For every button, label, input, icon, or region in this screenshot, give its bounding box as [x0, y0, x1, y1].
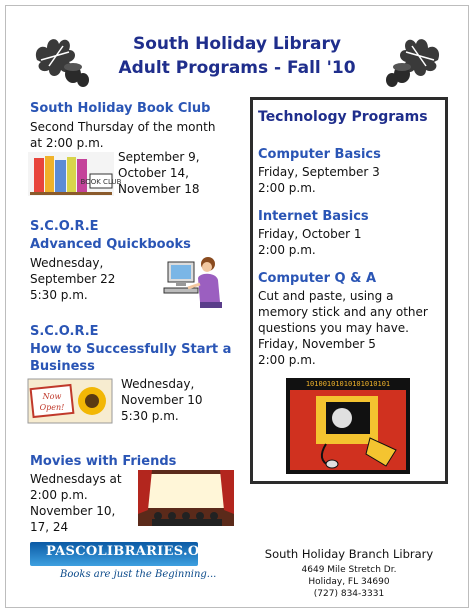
book-club-title: South Holiday Book Club — [30, 101, 211, 116]
page-subtitle: Adult Programs - Fall '10 — [118, 58, 356, 78]
branch-city: Holiday, FL 34690 — [308, 577, 390, 587]
score-quickbooks-schedule: Wednesday, September 22 5:30 p.m. — [30, 256, 116, 302]
page-title: South Holiday Library — [132, 34, 341, 54]
score-business-schedule: Wednesday, November 10 5:30 p.m. — [121, 377, 203, 423]
technology-heading: Technology Programs — [258, 109, 428, 125]
branch-phone: (727) 834-3331 — [313, 589, 385, 599]
branch-name: South Holiday Branch Library — [264, 547, 434, 561]
score-business-title-line1: S.C.O.R.E — [30, 324, 99, 339]
now-open-sign-illustration — [28, 379, 112, 423]
book-club-illustration — [28, 152, 122, 196]
internet-basics-title: Internet Basics — [258, 209, 369, 224]
movie-theater-illustration — [138, 470, 234, 526]
computer-qa-title: Computer Q & A — [258, 271, 377, 286]
book-club-dates: September 9, October 14, November 18 — [118, 150, 200, 196]
svg-text:Now: Now — [42, 392, 62, 401]
computer-basics-title: Computer Basics — [258, 147, 381, 162]
score-quickbooks-title-line1: S.C.O.R.E — [30, 219, 99, 234]
computer-illustration — [286, 378, 410, 474]
logo-text: PASCOLIBRARIES.ORG — [46, 544, 222, 559]
logo-tagline: Books are just the Beginning... — [60, 569, 217, 580]
internet-basics-schedule: Friday, October 1 2:00 p.m. — [258, 227, 362, 257]
computer-qa-schedule: Cut and paste, using a memory stick and any other questions you may have. Friday, November 5 2:00 p.m. — [258, 289, 428, 367]
branch-street: 4649 Mile Stretch Dr. — [301, 565, 397, 575]
book-club-image-label: BOOK CLUB — [80, 178, 122, 186]
oak-leaf-acorn-icon — [29, 30, 91, 90]
binary-strip: 10100101010101010101 — [305, 380, 391, 388]
score-quickbooks-title-line2: Advanced Quickbooks — [30, 237, 191, 252]
movies-title: Movies with Friends — [30, 454, 177, 469]
book-club-schedule: Second Thursday of the month at 2:00 p.m. — [30, 120, 216, 150]
person-at-computer-illustration — [160, 252, 228, 310]
computer-basics-schedule: Friday, September 3 2:00 p.m. — [258, 165, 380, 195]
score-business-title-line3: Business — [30, 359, 95, 374]
oak-leaf-acorn-icon — [384, 30, 446, 90]
movies-schedule: Wednesdays at 2:00 p.m. November 10, 17, 24 — [30, 472, 122, 534]
svg-text:Open!: Open! — [39, 403, 65, 412]
score-business-title-line2: How to Successfully Start a — [30, 342, 232, 357]
